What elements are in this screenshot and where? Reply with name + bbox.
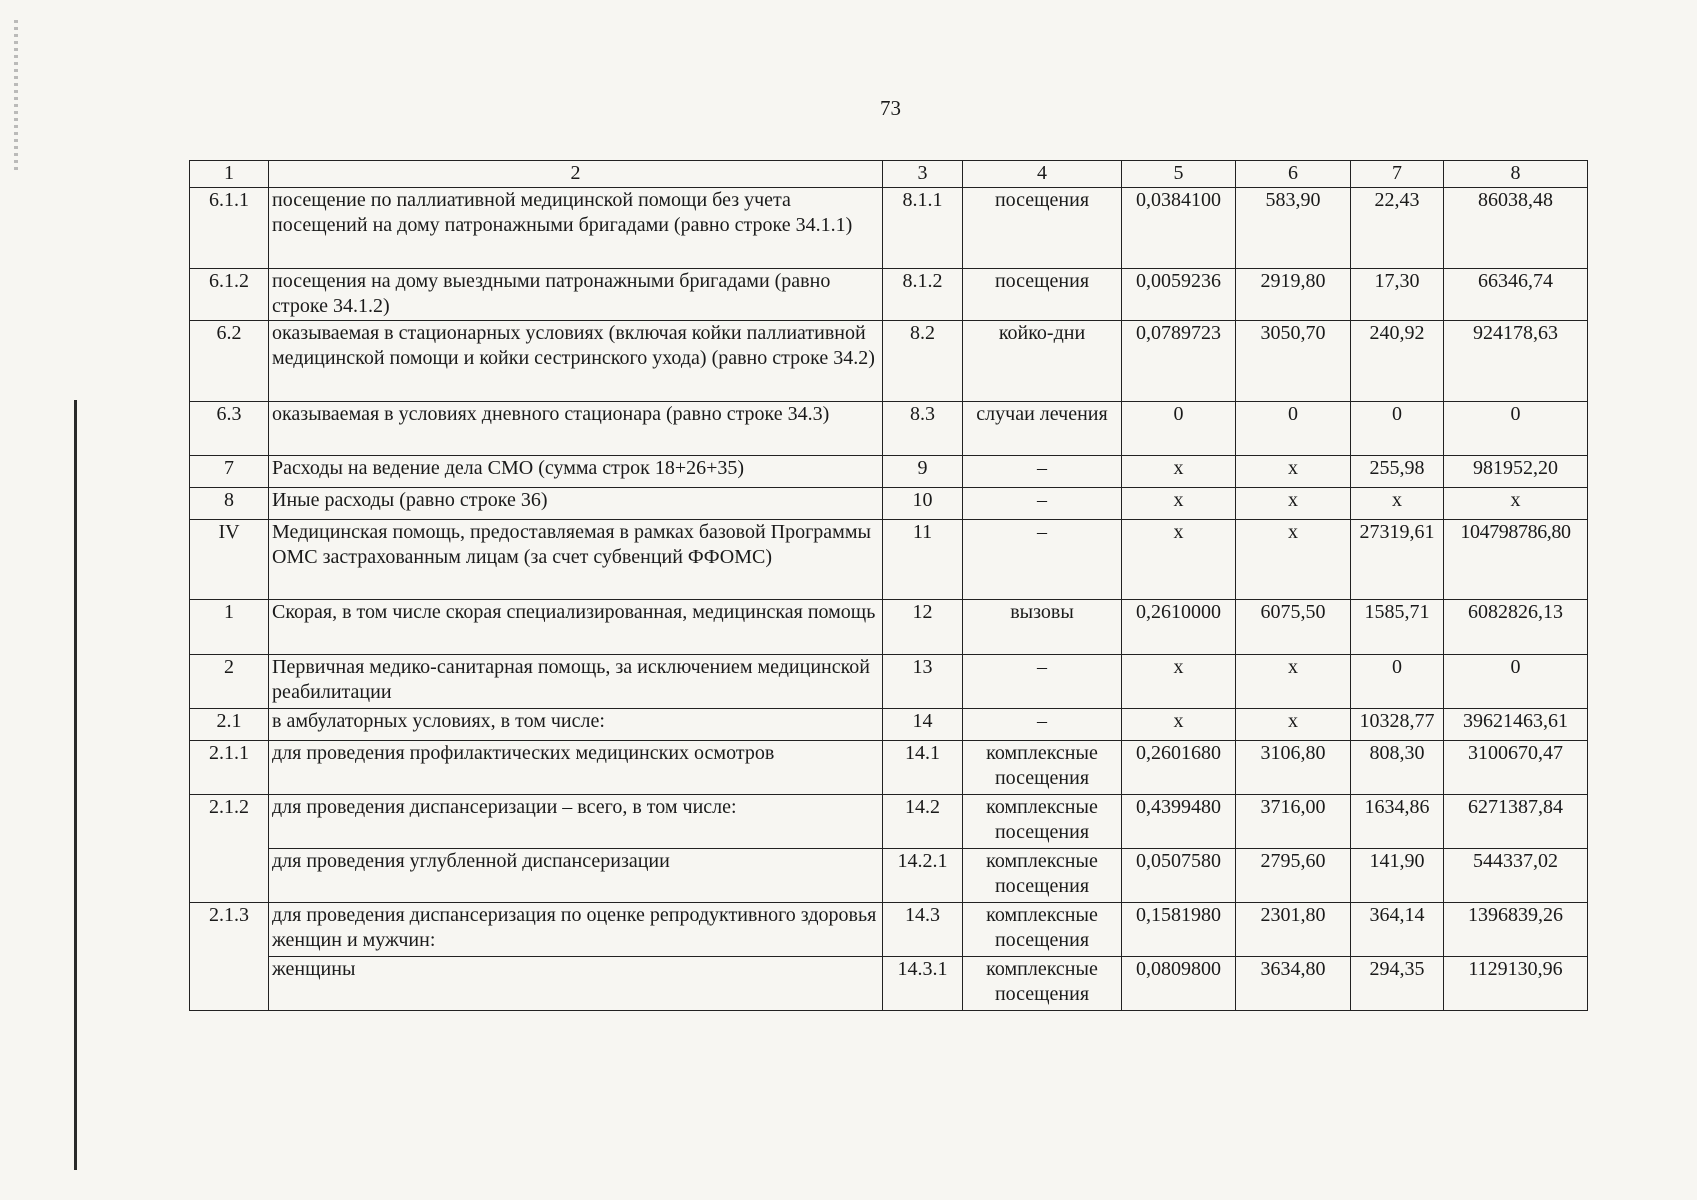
cost-norm: х xyxy=(1236,709,1351,741)
total-amount: х xyxy=(1444,488,1588,520)
row-description: оказываемая в стационарных условиях (включая койки паллиативной медицинской помощи и койки сестринского ухода) (равно строке 34.2) xyxy=(269,321,883,402)
cost-norm: 3050,70 xyxy=(1236,321,1351,402)
cost-norm: 0 xyxy=(1236,402,1351,456)
table-row xyxy=(190,188,1588,269)
line-number: 8.2 xyxy=(883,321,963,402)
row-code: 2.1.1 xyxy=(190,741,269,795)
per-capita: 0 xyxy=(1351,402,1444,456)
total-amount: 1396839,26 xyxy=(1444,903,1588,957)
line-number: 14.3 xyxy=(883,903,963,957)
cost-norm: 3106,80 xyxy=(1236,741,1351,795)
row-description: для проведения диспансеризации – всего, в том числе: xyxy=(269,795,883,849)
volume-norm: 0,0059236 xyxy=(1122,269,1236,321)
total-amount: 1129130,96 xyxy=(1444,957,1588,1011)
table-row xyxy=(190,269,1588,321)
volume-norm: 0,2601680 xyxy=(1122,741,1236,795)
table-row xyxy=(190,321,1588,402)
row-code: 7 xyxy=(190,456,269,488)
row-code: 2.1.2 xyxy=(190,795,269,903)
total-amount: 39621463,61 xyxy=(1444,709,1588,741)
line-number: 14.2 xyxy=(883,795,963,849)
line-number: 9 xyxy=(883,456,963,488)
row-description: для проведения углубленной диспансеризации xyxy=(269,849,883,903)
cost-norm: х xyxy=(1236,456,1351,488)
row-description: Расходы на ведение дела СМО (сумма строк 18+26+35) xyxy=(269,456,883,488)
volume-norm: 0,0507580 xyxy=(1122,849,1236,903)
header-cell: 4 xyxy=(963,161,1122,188)
per-capita: 17,30 xyxy=(1351,269,1444,321)
volume-norm: 0,0384100 xyxy=(1122,188,1236,269)
total-amount: 86038,48 xyxy=(1444,188,1588,269)
scan-edge-line xyxy=(74,400,77,1170)
header-cell: 1 xyxy=(190,161,269,188)
table-row xyxy=(190,488,1588,520)
row-code: 2.1.3 xyxy=(190,903,269,1011)
unit: комплексные посещения xyxy=(963,795,1122,849)
volume-norm: х xyxy=(1122,520,1236,600)
total-amount: 3100670,47 xyxy=(1444,741,1588,795)
row-description: в амбулаторных условиях, в том числе: xyxy=(269,709,883,741)
unit: посещения xyxy=(963,188,1122,269)
volume-norm: 0,4399480 xyxy=(1122,795,1236,849)
row-description: женщины xyxy=(269,957,883,1011)
unit: случаи лечения xyxy=(963,402,1122,456)
table-row xyxy=(190,709,1588,741)
per-capita: 808,30 xyxy=(1351,741,1444,795)
row-description: Иные расходы (равно строке 36) xyxy=(269,488,883,520)
table-row xyxy=(190,600,1588,655)
per-capita: 1585,71 xyxy=(1351,600,1444,655)
row-code: 6.2 xyxy=(190,321,269,402)
cost-norm: 3716,00 xyxy=(1236,795,1351,849)
unit: комплексные посещения xyxy=(963,903,1122,957)
per-capita: 364,14 xyxy=(1351,903,1444,957)
row-code: 6.3 xyxy=(190,402,269,456)
per-capita: 10328,77 xyxy=(1351,709,1444,741)
total-amount: 981952,20 xyxy=(1444,456,1588,488)
unit: вызовы xyxy=(963,600,1122,655)
volume-norm: х xyxy=(1122,655,1236,709)
row-description: Медицинская помощь, предоставляемая в рамках базовой Программы ОМС застрахованным лицам (за счет субвенций ФФОМС) xyxy=(269,520,883,600)
header-cell: 5 xyxy=(1122,161,1236,188)
per-capita: 141,90 xyxy=(1351,849,1444,903)
per-capita: 1634,86 xyxy=(1351,795,1444,849)
table-row xyxy=(190,655,1588,709)
per-capita: 240,92 xyxy=(1351,321,1444,402)
cost-norm: 3634,80 xyxy=(1236,957,1351,1011)
row-code: 2 xyxy=(190,655,269,709)
unit: койко-дни xyxy=(963,321,1122,402)
unit: комплексные посещения xyxy=(963,741,1122,795)
unit: – xyxy=(963,488,1122,520)
cost-norm: 2919,80 xyxy=(1236,269,1351,321)
header-cell: 8 xyxy=(1444,161,1588,188)
total-amount: 6082826,13 xyxy=(1444,600,1588,655)
volume-norm: х xyxy=(1122,709,1236,741)
row-description: посещения на дому выездными патронажными бригадами (равно строке 34.1.2) xyxy=(269,269,883,321)
per-capita: 22,43 xyxy=(1351,188,1444,269)
row-code: 1 xyxy=(190,600,269,655)
table-row xyxy=(190,795,1588,849)
cost-norm: 2795,60 xyxy=(1236,849,1351,903)
unit: комплексные посещения xyxy=(963,849,1122,903)
row-code: 8 xyxy=(190,488,269,520)
volume-norm: 0,2610000 xyxy=(1122,600,1236,655)
unit: – xyxy=(963,456,1122,488)
row-code: 6.1.1 xyxy=(190,188,269,269)
table-row xyxy=(190,520,1588,600)
unit: – xyxy=(963,520,1122,600)
total-amount: 104798786,80 xyxy=(1444,520,1588,600)
unit: посещения xyxy=(963,269,1122,321)
row-code: 2.1 xyxy=(190,709,269,741)
column-number-row xyxy=(190,161,1588,188)
line-number: 8.1.1 xyxy=(883,188,963,269)
row-description: для проведения профилактических медицинских осмотров xyxy=(269,741,883,795)
header-cell: 6 xyxy=(1236,161,1351,188)
row-description: оказываемая в условиях дневного стационара (равно строке 34.3) xyxy=(269,402,883,456)
header-cell: 2 xyxy=(269,161,883,188)
row-description: посещение по паллиативной медицинской помощи без учета посещений на дому патронажными бригадами (равно строке 34.1.1) xyxy=(269,188,883,269)
line-number: 14.3.1 xyxy=(883,957,963,1011)
line-number: 14 xyxy=(883,709,963,741)
line-number: 13 xyxy=(883,655,963,709)
line-number: 10 xyxy=(883,488,963,520)
total-amount: 544337,02 xyxy=(1444,849,1588,903)
row-description: Скорая, в том числе скорая специализированная, медицинская помощь xyxy=(269,600,883,655)
header-cell: 3 xyxy=(883,161,963,188)
cost-norm: х xyxy=(1236,520,1351,600)
line-number: 8.3 xyxy=(883,402,963,456)
row-description: Первичная медико-санитарная помощь, за исключением медицинской реабилитации xyxy=(269,655,883,709)
total-amount: 66346,74 xyxy=(1444,269,1588,321)
table-row xyxy=(190,456,1588,488)
row-code: IV xyxy=(190,520,269,600)
total-amount: 0 xyxy=(1444,402,1588,456)
cost-norm: 2301,80 xyxy=(1236,903,1351,957)
row-code: 6.1.2 xyxy=(190,269,269,321)
unit: – xyxy=(963,709,1122,741)
cost-norm: х xyxy=(1236,488,1351,520)
cost-norm: х xyxy=(1236,655,1351,709)
per-capita: 255,98 xyxy=(1351,456,1444,488)
tariff-table xyxy=(189,160,1588,1011)
per-capita: х xyxy=(1351,488,1444,520)
total-amount: 6271387,84 xyxy=(1444,795,1588,849)
line-number: 8.1.2 xyxy=(883,269,963,321)
unit: комплексные посещения xyxy=(963,957,1122,1011)
cost-norm: 6075,50 xyxy=(1236,600,1351,655)
table-row xyxy=(190,849,1588,903)
table-row xyxy=(190,402,1588,456)
volume-norm: 0,1581980 xyxy=(1122,903,1236,957)
per-capita: 27319,61 xyxy=(1351,520,1444,600)
volume-norm: 0,0809800 xyxy=(1122,957,1236,1011)
table-row xyxy=(190,903,1588,957)
per-capita: 294,35 xyxy=(1351,957,1444,1011)
row-description: для проведения диспансеризация по оценке репродуктивного здоровья женщин и мужчин: xyxy=(269,903,883,957)
total-amount: 924178,63 xyxy=(1444,321,1588,402)
table-row xyxy=(190,957,1588,1011)
line-number: 14.2.1 xyxy=(883,849,963,903)
line-number: 12 xyxy=(883,600,963,655)
line-number: 14.1 xyxy=(883,741,963,795)
volume-norm: х xyxy=(1122,488,1236,520)
line-number: 11 xyxy=(883,520,963,600)
scan-artifact xyxy=(14,20,18,170)
page-number: 73 xyxy=(880,96,901,120)
per-capita: 0 xyxy=(1351,655,1444,709)
table-row xyxy=(190,741,1588,795)
cost-norm: 583,90 xyxy=(1236,188,1351,269)
volume-norm: х xyxy=(1122,456,1236,488)
unit: – xyxy=(963,655,1122,709)
total-amount: 0 xyxy=(1444,655,1588,709)
volume-norm: 0 xyxy=(1122,402,1236,456)
volume-norm: 0,0789723 xyxy=(1122,321,1236,402)
header-cell: 7 xyxy=(1351,161,1444,188)
